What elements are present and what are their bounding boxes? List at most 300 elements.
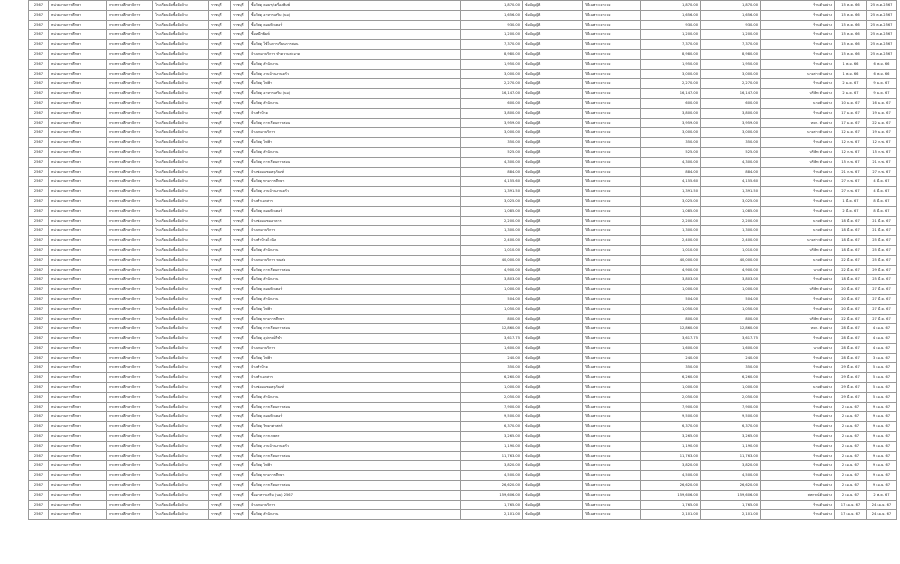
col-type: กระทรวงศึกษาธิการ <box>107 451 153 461</box>
col-item: ซื้อวัสดุ ทางการศึกษา <box>249 177 461 187</box>
col-price: 2,270.00 <box>641 79 701 89</box>
table-row <box>29 304 897 314</box>
col-contract-date: 15 ก.พ. 67 <box>835 157 867 167</box>
procurement-sheet <box>28 0 893 520</box>
col-vendor: ร้านตัวอย่าง <box>761 441 835 451</box>
col-district: ราชบุรี <box>231 177 249 187</box>
col-type: กระทรวงศึกษาธิการ <box>107 187 153 197</box>
col-type: กระทรวงศึกษาธิการ <box>107 363 153 373</box>
col-contract-date: 2 มี.ค. 67 <box>835 206 867 216</box>
table-row <box>29 236 897 246</box>
col-method: วิธีเฉพาะเจาะจง <box>583 40 641 50</box>
col-budget: 350.00 <box>461 138 523 148</box>
col-item: จ้างเหมาบริการ ทำความสะอาด <box>249 49 461 59</box>
col-budget: 8,980.00 <box>461 49 523 59</box>
col-district: ราชบุรี <box>231 314 249 324</box>
col-contract-date: 18 มี.ค. 67 <box>835 245 867 255</box>
col-province: ราชบุรี <box>209 383 231 393</box>
col-source: ข้อบัญญัติ <box>523 471 583 481</box>
col-contract-date: 22 มี.ค. 67 <box>835 265 867 275</box>
col-price: 6,370.00 <box>641 422 701 432</box>
col-item: ซื้อวัสดุ งานบ้านงานครัว <box>249 187 461 197</box>
col-budget: 3,800.00 <box>461 108 523 118</box>
col-price: 11,763.00 <box>641 451 701 461</box>
col-budget: 3,617.75 <box>461 334 523 344</box>
col-contract-date: 28 มี.ค. 67 <box>835 324 867 334</box>
col-item: ซื้อวัสดุ การเรียนการสอน <box>249 481 461 491</box>
col-end-date: 5 เม.ย. 67 <box>867 383 897 393</box>
col-end-date: 27 มี.ค. 67 <box>867 294 897 304</box>
col-source: ข้อบัญญัติ <box>523 265 583 275</box>
col-agency: หน่วยงานการศึกษา <box>49 294 107 304</box>
col-final: 350.00 <box>701 138 761 148</box>
table-row <box>29 226 897 236</box>
col-district: ราชบุรี <box>231 187 249 197</box>
col-budget: 1,950.00 <box>461 59 523 69</box>
col-item: ซื้อวัสดุ การเกษตร <box>249 432 461 442</box>
col-department: โรงเรียนจัดซื้อจัดจ้าง <box>153 226 209 236</box>
col-method: วิธีเฉพาะเจาะจง <box>583 402 641 412</box>
col-final: 2,200.00 <box>701 216 761 226</box>
col-agency: หน่วยงานการศึกษา <box>49 128 107 138</box>
col-type: กระทรวงศึกษาธิการ <box>107 79 153 89</box>
col-district: ราชบุรี <box>231 59 249 69</box>
col-type: กระทรวงศึกษาธิการ <box>107 412 153 422</box>
col-district: ราชบุรี <box>231 30 249 40</box>
table-row <box>29 383 897 393</box>
col-final: 16,147.00 <box>701 89 761 99</box>
col-item: ซื้อวัสดุ งานบ้านงานครัว <box>249 441 461 451</box>
col-budget: 1,656.00 <box>461 10 523 20</box>
col-item: ซื้อวัสดุ การเรียนการสอน <box>249 451 461 461</box>
col-price: 1,870.00 <box>641 1 701 11</box>
col-method: วิธีเฉพาะเจาะจง <box>583 490 641 500</box>
col-type: กระทรวงศึกษาธิการ <box>107 30 153 40</box>
col-price: 3,803.00 <box>641 275 701 285</box>
col-year: 2567 <box>29 343 49 353</box>
col-district: ราชบุรี <box>231 216 249 226</box>
col-province: ราชบุรี <box>209 402 231 412</box>
col-item: ซื้อวัสดุ สำนักงาน <box>249 59 461 69</box>
col-method: วิธีเฉพาะเจาะจง <box>583 187 641 197</box>
col-contract-date: 12 ก.พ. 67 <box>835 138 867 148</box>
col-district: ราชบุรี <box>231 285 249 295</box>
col-district: ราชบุรี <box>231 510 249 520</box>
col-year: 2567 <box>29 167 49 177</box>
table-row <box>29 187 897 197</box>
col-price: 7,370.00 <box>641 40 701 50</box>
table-row <box>29 40 897 50</box>
col-end-date: 24 เม.ย. 67 <box>867 500 897 510</box>
col-vendor: นางสาวตัวอย่าง <box>761 128 835 138</box>
col-item: จ้างทำป้าย <box>249 108 461 118</box>
col-vendor: บริษัท ตัวอย่าง <box>761 157 835 167</box>
col-price: 1,600.00 <box>641 343 701 353</box>
col-end-date: 25 มี.ค. 67 <box>867 236 897 246</box>
col-district: ราชบุรี <box>231 481 249 491</box>
col-price: 504.00 <box>641 294 701 304</box>
col-source: ข้อบัญญัติ <box>523 30 583 40</box>
col-end-date: 9 เม.ย. 67 <box>867 412 897 422</box>
col-final: 12,860.00 <box>701 324 761 334</box>
col-type: กระทรวงศึกษาธิการ <box>107 373 153 383</box>
col-budget: 600.00 <box>461 98 523 108</box>
col-contract-date: 28 มี.ค. 67 <box>835 343 867 353</box>
col-agency: หน่วยงานการศึกษา <box>49 108 107 118</box>
col-province: ราชบุรี <box>209 187 231 197</box>
col-agency: หน่วยงานการศึกษา <box>49 510 107 520</box>
col-district: ราชบุรี <box>231 324 249 334</box>
col-province: ราชบุรี <box>209 471 231 481</box>
col-type: กระทรวงศึกษาธิการ <box>107 10 153 20</box>
col-department: โรงเรียนจัดซื้อจัดจ้าง <box>153 206 209 216</box>
col-department: โรงเรียนจัดซื้อจัดจ้าง <box>153 255 209 265</box>
table-row <box>29 324 897 334</box>
col-year: 2567 <box>29 177 49 187</box>
col-price: 1,190.00 <box>641 441 701 451</box>
col-type: กระทรวงศึกษาธิการ <box>107 177 153 187</box>
col-agency: หน่วยงานการศึกษา <box>49 481 107 491</box>
col-end-date: 9 เม.ย. 67 <box>867 441 897 451</box>
col-budget: 11,763.00 <box>461 451 523 461</box>
col-end-date: 4 เม.ย. 67 <box>867 334 897 344</box>
col-source: ข้อบัญญัติ <box>523 98 583 108</box>
col-vendor: ร้านตัวอย่าง <box>761 30 835 40</box>
col-province: ราชบุรี <box>209 108 231 118</box>
col-end-date: 25 ต.ค.2567 <box>867 49 897 59</box>
col-year: 2567 <box>29 10 49 20</box>
col-type: กระทรวงศึกษาธิการ <box>107 236 153 246</box>
col-district: ราชบุรี <box>231 108 249 118</box>
col-province: ราชบุรี <box>209 490 231 500</box>
col-agency: หน่วยงานการศึกษา <box>49 392 107 402</box>
col-agency: หน่วยงานการศึกษา <box>49 59 107 69</box>
col-vendor: บริษัท ตัวอย่าง <box>761 89 835 99</box>
col-item: จ้างทำเอกสาร <box>249 196 461 206</box>
col-source: ข้อบัญญัติ <box>523 20 583 30</box>
col-province: ราชบุรี <box>209 304 231 314</box>
col-province: ราชบุรี <box>209 167 231 177</box>
col-type: กระทรวงศึกษาธิการ <box>107 471 153 481</box>
col-item: ซื้อวัสดุ การเรียนการสอน <box>249 265 461 275</box>
col-contract-date: 20 มี.ค. 67 <box>835 294 867 304</box>
col-item: ซื้อวัสดุ ไฟฟ้า <box>249 79 461 89</box>
col-method: วิธีเฉพาะเจาะจง <box>583 226 641 236</box>
col-district: ราชบุรี <box>231 294 249 304</box>
col-item: จ้างทำป้ายไวนิล <box>249 236 461 246</box>
col-vendor: ร้านตัวอย่าง <box>761 500 835 510</box>
col-department: โรงเรียนจัดซื้อจัดจ้าง <box>153 79 209 89</box>
col-province: ราชบุรี <box>209 314 231 324</box>
col-vendor: ร้านตัวอย่าง <box>761 392 835 402</box>
col-price: 1,656.00 <box>641 10 701 20</box>
col-agency: หน่วยงานการศึกษา <box>49 10 107 20</box>
col-vendor: นางสาวตัวอย่าง <box>761 69 835 79</box>
col-budget: 16,147.00 <box>461 89 523 99</box>
col-budget: 1,600.00 <box>461 343 523 353</box>
col-end-date: 4 เม.ย. 67 <box>867 324 897 334</box>
col-type: กระทรวงศึกษาธิการ <box>107 255 153 265</box>
col-district: ราชบุรี <box>231 49 249 59</box>
col-year: 2567 <box>29 236 49 246</box>
col-vendor: ร้านตัวอย่าง <box>761 49 835 59</box>
col-method: วิธีเฉพาะเจาะจง <box>583 10 641 20</box>
col-item: จ้างทำเอกสาร <box>249 373 461 383</box>
col-item: ซื้อวัสดุ งานบ้านงานครัว <box>249 69 461 79</box>
col-price: 2,400.00 <box>641 236 701 246</box>
col-type: กระทรวงศึกษาธิการ <box>107 59 153 69</box>
col-year: 2567 <box>29 422 49 432</box>
col-department: โรงเรียนจัดซื้อจัดจ้าง <box>153 59 209 69</box>
col-agency: หน่วยงานการศึกษา <box>49 206 107 216</box>
col-final: 3,000.00 <box>701 69 761 79</box>
col-vendor: นายตัวอย่าง <box>761 216 835 226</box>
col-final: 7,900.00 <box>701 402 761 412</box>
col-agency: หน่วยงานการศึกษา <box>49 79 107 89</box>
col-final: 3,000.00 <box>701 128 761 138</box>
col-price: 4,300.00 <box>641 157 701 167</box>
col-item: ซื้อวัสดุ คอมพิวเตอร์ <box>249 20 461 30</box>
col-final: 4,900.00 <box>701 265 761 275</box>
col-source: ข้อบัญญัติ <box>523 177 583 187</box>
col-budget: 4,500.00 <box>461 471 523 481</box>
col-contract-date: 2 เม.ย. 67 <box>835 412 867 422</box>
col-budget: 1,085.00 <box>461 206 523 216</box>
col-budget: 7,900.00 <box>461 402 523 412</box>
col-district: ราชบุรี <box>231 451 249 461</box>
col-method: วิธีเฉพาะเจาะจง <box>583 324 641 334</box>
col-end-date: 21 มี.ค. 67 <box>867 216 897 226</box>
col-item: ซื้อวัสดุ ไฟฟ้า <box>249 461 461 471</box>
col-source: ข้อบัญญัติ <box>523 1 583 11</box>
col-end-date: 9 เม.ย. 67 <box>867 451 897 461</box>
col-price: 7,900.00 <box>641 402 701 412</box>
col-source: ข้อบัญญัติ <box>523 157 583 167</box>
col-province: ราชบุรี <box>209 373 231 383</box>
col-item: ซื้อวัสดุ สำนักงาน <box>249 510 461 520</box>
col-agency: หน่วยงานการศึกษา <box>49 40 107 50</box>
col-contract-date: 15 ต.ค. 66 <box>835 49 867 59</box>
col-item: ซื้อวัสดุ การเรียนการสอน <box>249 157 461 167</box>
col-vendor: ร้านตัวอย่าง <box>761 40 835 50</box>
col-source: ข้อบัญญัติ <box>523 275 583 285</box>
col-end-date: 6 พ.ย. 66 <box>867 59 897 69</box>
col-source: ข้อบัญญัติ <box>523 59 583 69</box>
col-method: วิธีเฉพาะเจาะจง <box>583 167 641 177</box>
col-price: 3,617.75 <box>641 334 701 344</box>
col-end-date: 9 ม.ค. 67 <box>867 79 897 89</box>
col-department: โรงเรียนจัดซื้อจัดจ้าง <box>153 324 209 334</box>
col-contract-date: 2 เม.ย. 67 <box>835 490 867 500</box>
col-year: 2567 <box>29 324 49 334</box>
col-end-date: 12 ก.พ. 67 <box>867 138 897 148</box>
col-province: ราชบุรี <box>209 118 231 128</box>
col-department: โรงเรียนจัดซื้อจัดจ้าง <box>153 128 209 138</box>
col-price: 800.00 <box>641 314 701 324</box>
col-budget: 2,101.00 <box>461 510 523 520</box>
col-contract-date: 18 มี.ค. 67 <box>835 226 867 236</box>
col-end-date: 9 เม.ย. 67 <box>867 402 897 412</box>
col-vendor: หจก. ตัวอย่าง <box>761 118 835 128</box>
col-source: ข้อบัญญัติ <box>523 451 583 461</box>
col-final: 1,000.00 <box>701 383 761 393</box>
col-budget: 6,260.00 <box>461 373 523 383</box>
col-type: กระทรวงศึกษาธิการ <box>107 265 153 275</box>
col-contract-date: 18 มี.ค. 67 <box>835 216 867 226</box>
col-price: 1,391.50 <box>641 187 701 197</box>
col-agency: หน่วยงานการศึกษา <box>49 334 107 344</box>
col-type: กระทรวงศึกษาธิการ <box>107 1 153 11</box>
col-method: วิธีเฉพาะเจาะจง <box>583 79 641 89</box>
col-type: กระทรวงศึกษาธิการ <box>107 461 153 471</box>
table-row <box>29 128 897 138</box>
col-item: จ้างซ่อมแซมครุภัณฑ์ <box>249 167 461 177</box>
col-end-date: 8 มี.ค. 67 <box>867 206 897 216</box>
col-final: 525.00 <box>701 147 761 157</box>
col-year: 2567 <box>29 1 49 11</box>
table-row <box>29 20 897 30</box>
col-end-date: 9 เม.ย. 67 <box>867 471 897 481</box>
col-end-date: 9 เม.ย. 67 <box>867 422 897 432</box>
col-year: 2567 <box>29 510 49 520</box>
col-method: วิธีเฉพาะเจาะจง <box>583 118 641 128</box>
col-agency: หน่วยงานการศึกษา <box>49 441 107 451</box>
col-agency: หน่วยงานการศึกษา <box>49 383 107 393</box>
col-contract-date: 2 เม.ย. 67 <box>835 422 867 432</box>
col-source: ข้อบัญญัติ <box>523 206 583 216</box>
col-province: ราชบุรี <box>209 481 231 491</box>
col-item: ซื้อวัสดุ ทางการศึกษา <box>249 471 461 481</box>
col-vendor: ร้านตัวอย่าง <box>761 206 835 216</box>
col-vendor: นางตัวอย่าง <box>761 343 835 353</box>
col-method: วิธีเฉพาะเจาะจง <box>583 363 641 373</box>
col-contract-date: 20 มี.ค. 67 <box>835 285 867 295</box>
col-province: ราชบุรี <box>209 451 231 461</box>
table-row <box>29 500 897 510</box>
col-end-date: 19 ม.ค. 67 <box>867 128 897 138</box>
col-source: ข้อบัญญัติ <box>523 383 583 393</box>
col-type: กระทรวงศึกษาธิการ <box>107 304 153 314</box>
col-province: ราชบุรี <box>209 216 231 226</box>
col-year: 2567 <box>29 79 49 89</box>
col-district: ราชบุรี <box>231 255 249 265</box>
col-method: วิธีเฉพาะเจาะจง <box>583 138 641 148</box>
col-district: ราชบุรี <box>231 206 249 216</box>
col-price: 884.00 <box>641 167 701 177</box>
col-year: 2567 <box>29 392 49 402</box>
col-item: ซื้อวัสดุ วิทยาศาสตร์ <box>249 422 461 432</box>
col-source: ข้อบัญญัติ <box>523 392 583 402</box>
col-contract-date: 2 เม.ย. 67 <box>835 461 867 471</box>
col-district: ราชบุรี <box>231 1 249 11</box>
col-vendor: บริษัท ตัวอย่าง <box>761 285 835 295</box>
col-source: ข้อบัญญัติ <box>523 441 583 451</box>
col-type: กระทรวงศึกษาธิการ <box>107 441 153 451</box>
col-price: 3,265.00 <box>641 432 701 442</box>
col-final: 40,000.00 <box>701 255 761 265</box>
col-vendor: ร้านตัวอย่าง <box>761 412 835 422</box>
col-department: โรงเรียนจัดซื้อจัดจ้าง <box>153 373 209 383</box>
col-year: 2567 <box>29 216 49 226</box>
col-budget: 504.00 <box>461 294 523 304</box>
col-department: โรงเรียนจัดซื้อจัดจ้าง <box>153 392 209 402</box>
col-agency: หน่วยงานการศึกษา <box>49 314 107 324</box>
col-department: โรงเรียนจัดซื้อจัดจ้าง <box>153 167 209 177</box>
col-district: ราชบุรี <box>231 265 249 275</box>
col-year: 2567 <box>29 402 49 412</box>
col-item: จ้างซ่อมแซมอาคาร <box>249 216 461 226</box>
col-district: ราชบุรี <box>231 275 249 285</box>
col-type: กระทรวงศึกษาธิการ <box>107 226 153 236</box>
col-vendor: ร้านตัวอย่าง <box>761 461 835 471</box>
col-department: โรงเรียนจัดซื้อจัดจ้าง <box>153 314 209 324</box>
table-row <box>29 294 897 304</box>
col-year: 2567 <box>29 353 49 363</box>
col-budget: 1,200.00 <box>461 30 523 40</box>
col-budget: 1,300.00 <box>461 226 523 236</box>
col-source: ข้อบัญญัติ <box>523 324 583 334</box>
col-method: วิธีเฉพาะเจาะจง <box>583 20 641 30</box>
col-department: โรงเรียนจัดซื้อจัดจ้าง <box>153 98 209 108</box>
col-final: 600.00 <box>701 98 761 108</box>
table-row <box>29 402 897 412</box>
col-contract-date: 29 มี.ค. 67 <box>835 363 867 373</box>
col-end-date: 25 มี.ค. 67 <box>867 245 897 255</box>
col-final: 1,085.00 <box>701 206 761 216</box>
col-department: โรงเรียนจัดซื้อจัดจ้าง <box>153 1 209 11</box>
col-source: ข้อบัญญัติ <box>523 481 583 491</box>
col-year: 2567 <box>29 206 49 216</box>
col-vendor: นายตัวอย่าง <box>761 98 835 108</box>
col-agency: หน่วยงานการศึกษา <box>49 30 107 40</box>
table-row <box>29 118 897 128</box>
table-row <box>29 177 897 187</box>
col-source: ข้อบัญญัติ <box>523 138 583 148</box>
col-vendor: ร้านตัวอย่าง <box>761 138 835 148</box>
col-vendor: ร้านตัวอย่าง <box>761 10 835 20</box>
table-row <box>29 451 897 461</box>
col-department: โรงเรียนจัดซื้อจัดจ้าง <box>153 304 209 314</box>
col-year: 2567 <box>29 245 49 255</box>
col-item: ซื้อวัสดุ คอมฯ/เครื่องพิมพ์ <box>249 1 461 11</box>
col-year: 2567 <box>29 147 49 157</box>
col-budget: 1,765.00 <box>461 500 523 510</box>
col-year: 2567 <box>29 30 49 40</box>
col-province: ราชบุรี <box>209 30 231 40</box>
col-end-date: 21 ก.พ. 67 <box>867 157 897 167</box>
col-province: ราชบุรี <box>209 177 231 187</box>
procurement-table <box>28 0 897 520</box>
col-district: ราชบุรี <box>231 363 249 373</box>
col-method: วิธีเฉพาะเจาะจง <box>583 432 641 442</box>
col-source: ข้อบัญญัติ <box>523 245 583 255</box>
col-source: ข้อบัญญัติ <box>523 187 583 197</box>
table-row <box>29 10 897 20</box>
col-end-date: 9 ม.ค. 67 <box>867 89 897 99</box>
col-item: ซื้อวัสดุ ทางการศึกษา <box>249 314 461 324</box>
col-department: โรงเรียนจัดซื้อจัดจ้าง <box>153 490 209 500</box>
col-type: กระทรวงศึกษาธิการ <box>107 108 153 118</box>
col-budget: 4,155.60 <box>461 177 523 187</box>
col-contract-date: 2 เม.ย. 67 <box>835 481 867 491</box>
col-final: 1,656.00 <box>701 10 761 20</box>
col-end-date: 8 มี.ค. 67 <box>867 196 897 206</box>
col-agency: หน่วยงานการศึกษา <box>49 118 107 128</box>
col-contract-date: 15 ต.ค. 66 <box>835 30 867 40</box>
col-department: โรงเรียนจัดซื้อจัดจ้าง <box>153 10 209 20</box>
col-vendor: ร้านตัวอย่าง <box>761 422 835 432</box>
col-year: 2567 <box>29 314 49 324</box>
